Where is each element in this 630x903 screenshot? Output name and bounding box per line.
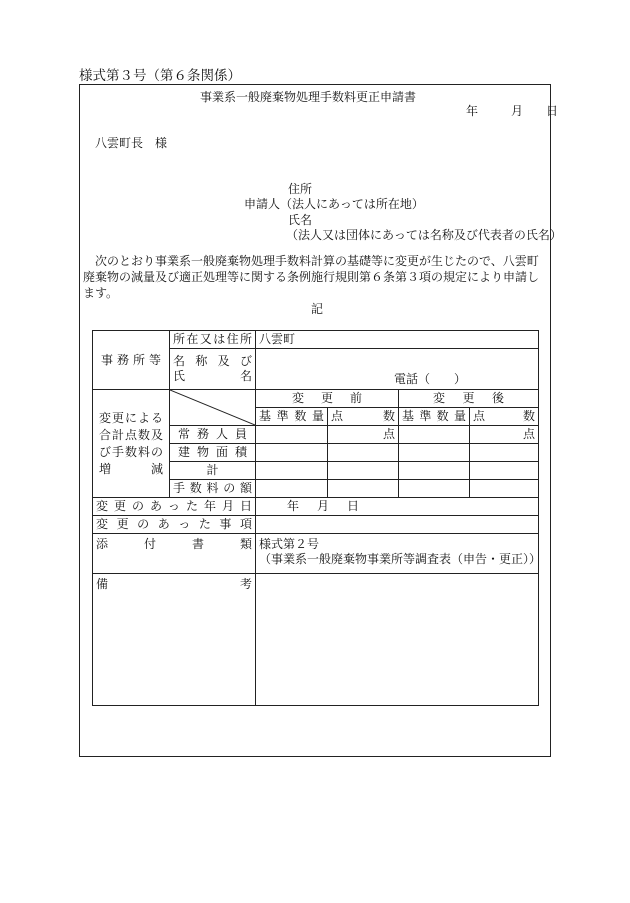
after-base-qty-label: 基準数量 — [399, 408, 470, 426]
change-day-label: 日 — [347, 499, 360, 513]
header-diagonal-cell — [170, 390, 256, 426]
date-day-label: 日 — [545, 104, 558, 118]
row-label: 建物面積 — [170, 444, 256, 462]
change-matter-label: 変更のあった事項 — [93, 516, 256, 534]
change-matter-value[interactable] — [256, 516, 539, 534]
row-label: 手数料の額 — [170, 480, 256, 498]
application-statement: 次のとおり事業系一般廃棄物処理手数料計算の基礎等に変更が生じたので、八雲町廃棄物の減量及び適正処理等に関する条例施行規則第６条第３項の規定により申請します。 — [83, 254, 540, 300]
after-points-cell[interactable]: 点 — [470, 426, 539, 444]
change-label: 変更による合計点数及び手数料の増減 — [93, 390, 170, 498]
name-phone-field[interactable] — [256, 349, 539, 390]
form-number: 様式第３号（第６条関係） — [79, 68, 241, 84]
attachment-value-line-1: 様式第２号 — [259, 537, 320, 551]
phone-field — [394, 372, 466, 387]
after-points-cell[interactable] — [470, 480, 539, 498]
before-points-cell[interactable] — [328, 462, 399, 480]
after-base-qty-cell[interactable] — [399, 426, 470, 444]
after-points-cell[interactable] — [470, 444, 539, 462]
name-label: 氏名 — [288, 213, 313, 227]
date-year-label: 年 — [466, 104, 479, 118]
attachment-label: 添付書類 — [93, 534, 256, 574]
office-label: 事務所等 — [93, 331, 170, 390]
after-points-label: 点数 — [470, 408, 539, 426]
before-points-cell[interactable] — [328, 444, 399, 462]
applicant-label: 申請人（法人にあっては所在地） — [244, 197, 424, 211]
remarks-label: 備考 — [93, 574, 256, 706]
application-date — [466, 102, 558, 119]
before-points-label: 点数 — [328, 408, 399, 426]
change-month-label: 月 — [316, 499, 329, 513]
row-label: 常務人員 — [170, 426, 256, 444]
attachment-value — [256, 534, 542, 574]
after-base-qty-cell[interactable] — [399, 480, 470, 498]
remarks-value[interactable] — [256, 574, 539, 706]
after-base-qty-cell[interactable] — [399, 444, 470, 462]
change-date-value[interactable] — [256, 498, 539, 516]
before-base-qty-cell[interactable] — [256, 426, 328, 444]
ki-label: 記 — [311, 302, 324, 316]
after-points-cell[interactable] — [470, 462, 539, 480]
name-note: （法人又は団体にあっては名称及び代表者の氏名） — [286, 228, 562, 242]
before-base-qty-label: 基準数量 — [256, 408, 328, 426]
form-title: 事業系一般廃棄物処理手数料更正申請書 — [200, 90, 417, 104]
before-base-qty-cell[interactable] — [256, 480, 328, 498]
location-value[interactable]: 八雲町 — [256, 331, 539, 349]
date-month-label: 月 — [510, 104, 523, 118]
change-year-label: 年 — [286, 499, 299, 513]
address-label: 住所 — [288, 182, 313, 196]
detail-table — [92, 330, 542, 706]
phone-close: ） — [454, 372, 467, 386]
addressee: 八雲町長 様 — [95, 136, 168, 150]
after-label: 変更後 — [399, 390, 539, 408]
name-field-label — [170, 349, 256, 390]
before-points-cell[interactable]: 点 — [328, 426, 399, 444]
diagonal-line — [170, 390, 255, 425]
after-base-qty-cell[interactable] — [399, 462, 470, 480]
name-label-line-2: 氏名 — [173, 369, 252, 383]
location-label: 所在又は住所 — [170, 331, 256, 349]
attachment-value-line-2: （事業系一般廃棄物事業所等調査表（申告・更正）） — [259, 552, 542, 566]
name-label-line-1: 名称及び — [173, 354, 252, 368]
row-label: 計 — [170, 462, 256, 480]
phone-label: 電話（ — [394, 372, 431, 386]
before-base-qty-cell[interactable] — [256, 462, 328, 480]
before-base-qty-cell[interactable] — [256, 444, 328, 462]
change-date-label: 変更のあった年月日 — [93, 498, 256, 516]
before-points-cell[interactable] — [328, 480, 399, 498]
before-label: 変更前 — [256, 390, 399, 408]
